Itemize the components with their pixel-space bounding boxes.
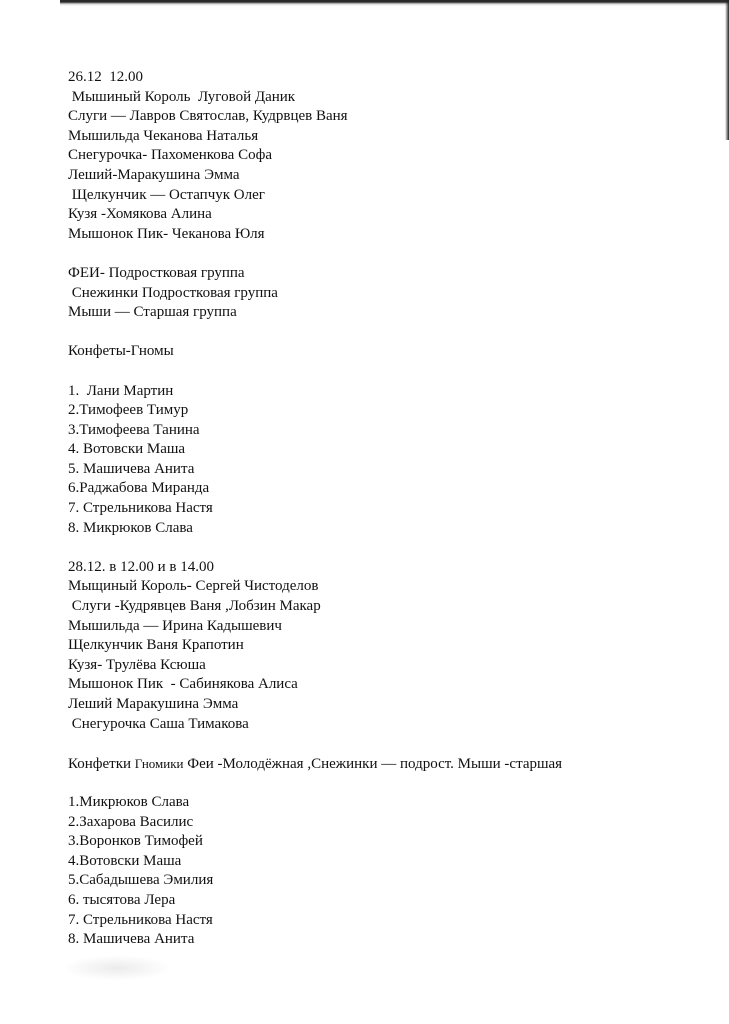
list-item: 2.Тимофеев Тимур	[68, 402, 189, 419]
summary-candy: Конфетки	[68, 755, 135, 772]
block2-date: 28.12. в 12.00 и в 14.00	[68, 558, 214, 575]
cast-line: Слуги -Кудрявцев Ваня ,Лобзин Макар	[68, 598, 321, 615]
cast-line: Мышильда — Ирина Кадышевич	[68, 617, 282, 634]
list-item: 5.Сабадышева Эмилия	[68, 872, 214, 889]
spacer	[68, 734, 688, 754]
scan-top-edge	[60, 0, 729, 6]
cast-line: Мышонок Пик - Сабинякова Алиса	[68, 676, 298, 693]
list-item: 8. Микрюков Слава	[68, 519, 193, 536]
cast-list-document	[68, 68, 688, 950]
cast-line: Щелкунчик — Остапчук Олег	[68, 186, 265, 203]
cast-line: Кузя -Хомякова Алина	[68, 206, 212, 223]
list-item: 6. тысятова Лера	[68, 891, 176, 908]
cast-line: Леший Маракушина Эмма	[68, 696, 239, 712]
list-item: 3.Тимофеева Танина	[68, 421, 200, 438]
cast-line: Мышонок Пик- Чеканова Юля	[68, 225, 265, 242]
block1-candy-list	[68, 382, 688, 539]
cast-line: Кузя- Трулёва Ксюша	[68, 656, 206, 673]
spacer	[68, 538, 688, 558]
block1-cast	[68, 88, 688, 245]
summary-gnomes: Гномики	[134, 755, 184, 771]
summary-groups: Феи -Молодёжная ,Снежинки — подрост. Мыши -старшая	[183, 755, 563, 772]
block2-cast	[68, 577, 688, 734]
cast-line: Мышильда Чеканова Наталья	[68, 127, 259, 144]
cast-line: Снегурочка Саша Тимакова	[68, 715, 249, 732]
cast-line: Леший-Маракушина Эмма	[68, 166, 240, 183]
list-item: 4.Вотовски Маша	[68, 852, 182, 869]
list-item: 6.Раджабова Миранда	[68, 480, 210, 497]
group-line: Мыши — Старшая группа	[68, 304, 237, 321]
block2-summary	[68, 754, 688, 774]
group-line: Снежинки Подростковая группа	[68, 284, 278, 301]
scan-right-edge	[725, 0, 729, 140]
cast-line: Щелкунчик Ваня Крапотин	[68, 637, 244, 654]
cast-line: Мыщиный Король- Сергей Чистоделов	[68, 578, 319, 595]
cast-line: Слуги — Лавров Святослав, Кудрвцев Ваня	[68, 108, 348, 125]
list-item: 5. Машичева Анита	[68, 460, 195, 477]
list-item: 2.Захарова Василис	[68, 813, 194, 830]
cast-line: Мышиный Король Луговой Даник	[68, 88, 296, 105]
list-item: 7. Стрельникова Настя	[68, 500, 213, 517]
list-item: 8. Машичева Анита	[68, 931, 195, 948]
spacer	[68, 362, 688, 382]
block1-candy-heading: Конфеты-Гномы	[68, 343, 174, 360]
list-item: 4. Вотовски Маша	[68, 441, 186, 458]
spacer	[68, 244, 688, 264]
list-item: 7. Стрельникова Настя	[68, 911, 213, 928]
cast-line: Снегурочка- Пахоменкова Софа	[68, 147, 272, 164]
list-item: 3.Воронков Тимофей	[68, 833, 203, 850]
group-line: ФЕИ- Подростковая группа	[68, 264, 245, 281]
spacer	[68, 323, 688, 343]
block1-date: 26.12 12.00	[68, 69, 143, 85]
block2-candy-list	[68, 793, 688, 950]
block1-groups	[68, 264, 688, 323]
list-item: 1. Лани Мартин	[68, 382, 174, 399]
scan-smudge	[62, 955, 172, 981]
spacer	[68, 773, 688, 793]
list-item: 1.Микрюков Слава	[68, 793, 190, 810]
